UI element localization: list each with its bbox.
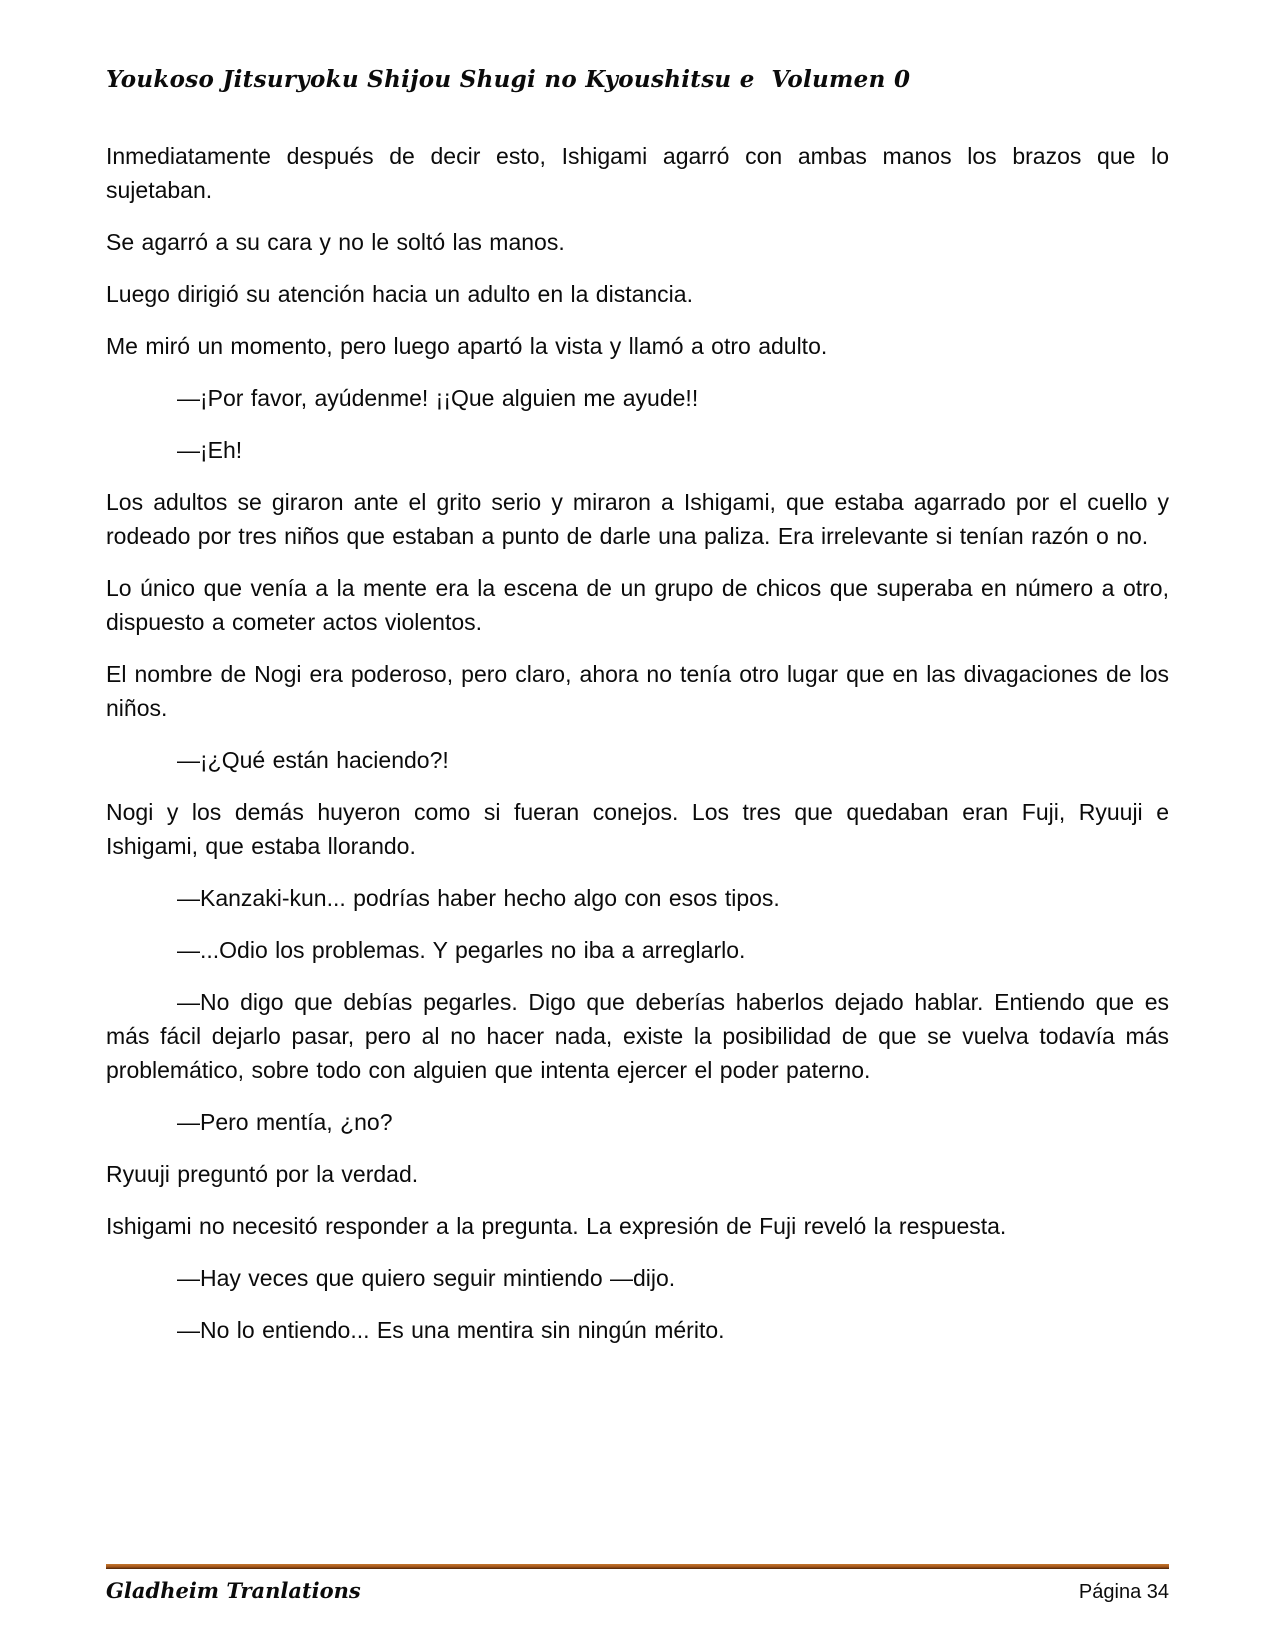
paragraph: —Pero mentía, ¿no? — [177, 1109, 393, 1135]
paragraph: Luego dirigió su atención hacia un adulto en la distancia. — [106, 281, 693, 307]
paragraph: —¡Por favor, ayúdenme! ¡¡Que alguien me ayude!! — [177, 385, 699, 411]
footer-rule — [106, 1564, 1169, 1569]
paragraph: Lo único que venía a la mente era la escena de un grupo de chicos que superaba en número a otro, dispuesto a cometer actos violentos. — [106, 575, 1169, 635]
paragraph: Ishigami no necesitó responder a la pregunta. La expresión de Fuji reveló la respuesta. — [106, 1213, 1007, 1239]
footer-row — [106, 1578, 1169, 1604]
paragraph: Me miró un momento, pero luego apartó la vista y llamó a otro adulto. — [106, 333, 828, 359]
paragraph: —No lo entiendo... Es una mentira sin ningún mérito. — [177, 1317, 725, 1343]
paragraph: —¡¿Qué están haciendo?! — [177, 747, 449, 773]
paragraph: —No digo que debías pegarles. Digo que deberías haberlos dejado hablar. Entiendo que es más fácil dejarlo pasar, pero al no hacer nada, existe la posibilidad de que se vuelva todavía más problemático, sobre todo con alguien que intenta ejercer el poder paterno. — [106, 989, 1169, 1083]
page-header-title: Youkoso Jitsuryoku Shijou Shugi no Kyoushitsu e Volumen 0 — [106, 66, 911, 93]
paragraph: —Kanzaki-kun... podrías haber hecho algo con esos tipos. — [177, 885, 780, 911]
paragraph: —Hay veces que quiero seguir mintiendo —dijo. — [177, 1265, 676, 1291]
body-text — [106, 139, 1169, 1347]
paragraph: Nogi y los demás huyeron como si fueran conejos. Los tres que quedaban eran Fuji, Ryuuji e Ishigami, que estaba llorando. — [106, 799, 1169, 859]
paragraph: —¡Eh! — [177, 437, 243, 463]
paragraph: Los adultos se giraron ante el grito serio y miraron a Ishigami, que estaba agarrado por el cuello y rodeado por tres niños que estaban a punto de darle una paliza. Era irrelevante si tenían razón o no. — [106, 489, 1169, 549]
footer-page-number: Página 34 — [1078, 1581, 1169, 1603]
paragraph: El nombre de Nogi era poderoso, pero claro, ahora no tenía otro lugar que en las divagaciones de los niños. — [106, 661, 1169, 721]
paragraph: Ryuuji preguntó por la verdad. — [106, 1161, 419, 1187]
paragraph: Inmediatamente después de decir esto, Ishigami agarró con ambas manos los brazos que lo sujetaban. — [106, 143, 1169, 203]
paragraph: Se agarró a su cara y no le soltó las manos. — [106, 229, 565, 255]
page-footer — [106, 1564, 1169, 1604]
paragraph: —...Odio los problemas. Y pegarles no iba a arreglarlo. — [177, 937, 746, 963]
footer-translator-credit: Gladheim Tranlations — [106, 1578, 361, 1603]
